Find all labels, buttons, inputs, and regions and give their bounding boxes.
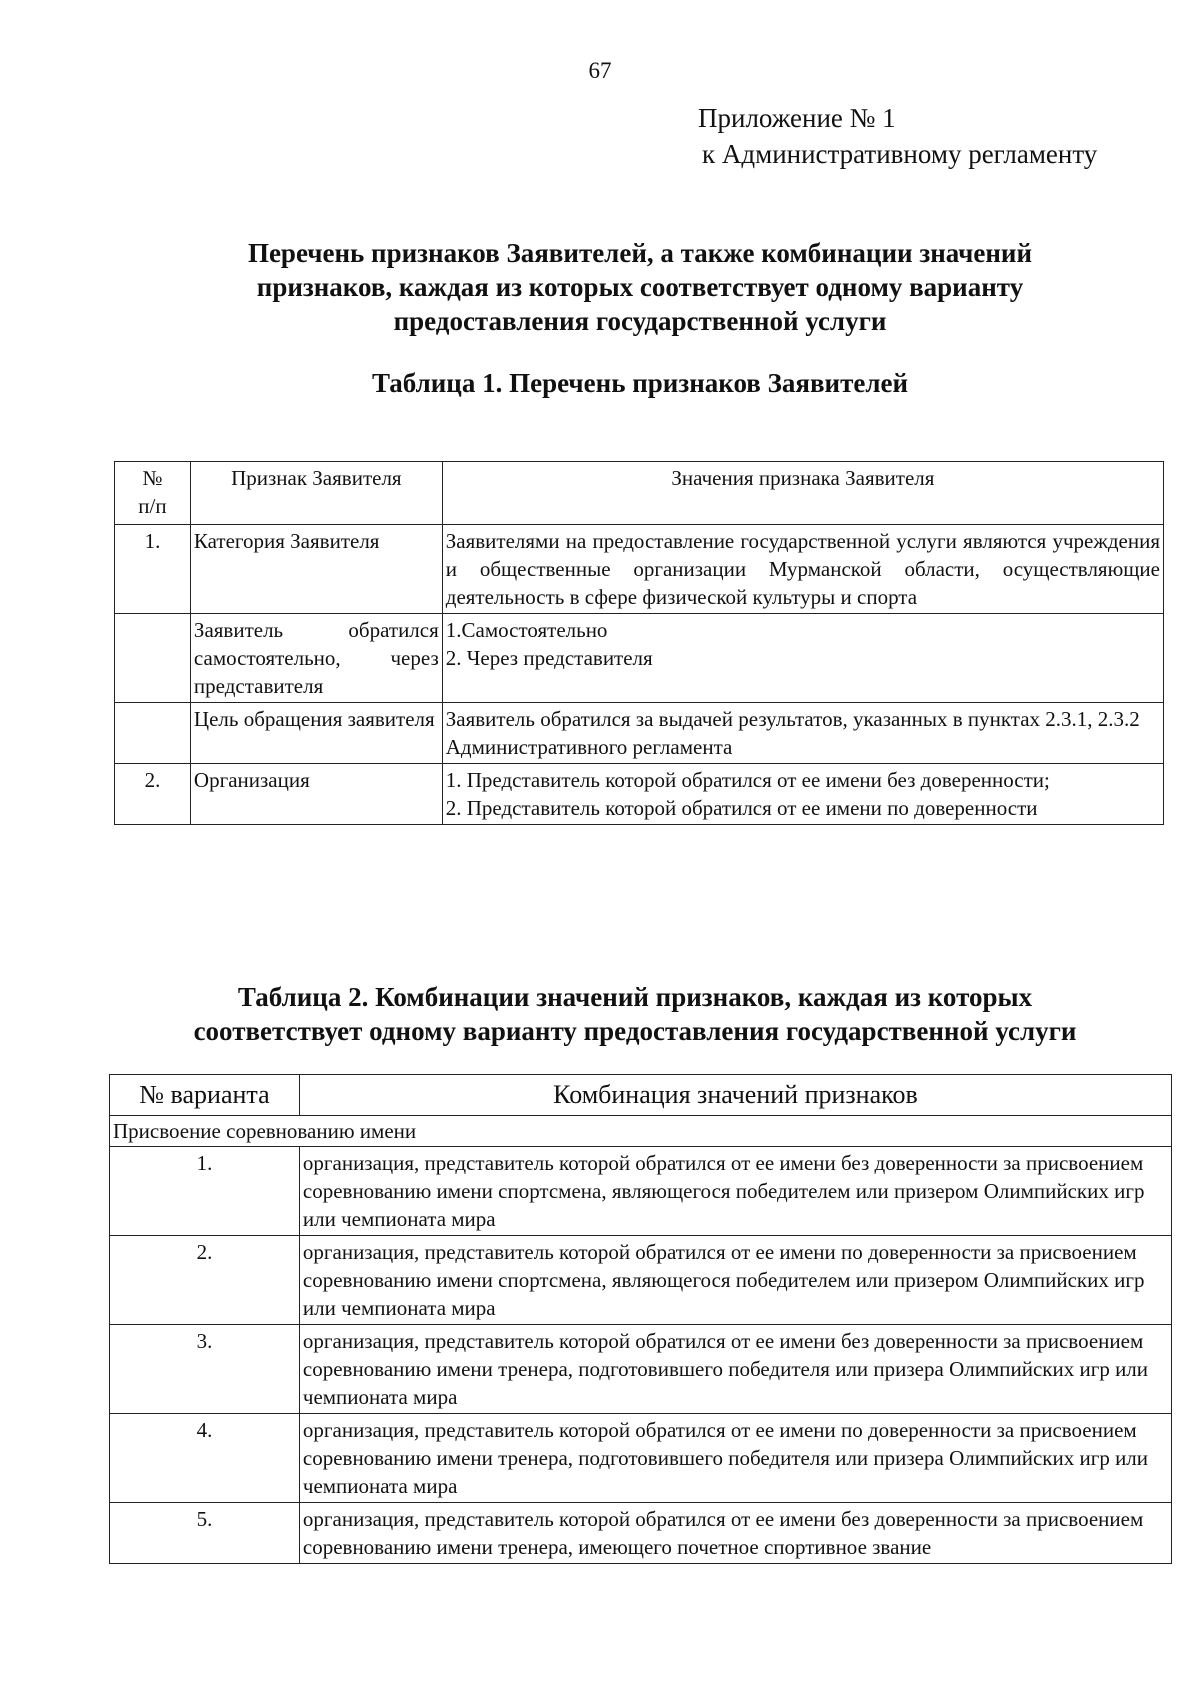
variant-num: 5. xyxy=(110,1503,300,1564)
header-num-line: № xyxy=(142,466,163,490)
table-row xyxy=(110,1147,1172,1236)
variant-text: организация, представитель которой обратился от ее имени без доверенности за присвоением соревнованию имени тренера, подготовившего победителя или призера Олимпийских игр или чемпионата мира xyxy=(299,1325,1171,1414)
row-num xyxy=(115,703,191,764)
table-row xyxy=(115,614,1164,703)
row-values xyxy=(442,614,1163,703)
annex-line-2: к Административному регламенту xyxy=(702,139,1098,169)
table-header-row xyxy=(115,462,1164,525)
variant-num: 2. xyxy=(110,1236,300,1325)
header-num-line: п/п xyxy=(138,494,167,518)
row-attribute: Цель обращения заявителя xyxy=(190,703,442,764)
header-combination: Комбинация значений признаков xyxy=(299,1075,1171,1116)
variant-num: 4. xyxy=(110,1414,300,1503)
row-num: 2. xyxy=(115,764,191,825)
applicant-attributes-table xyxy=(114,461,1164,825)
table2-title-line: Таблица 2. Комбинации значений признаков, каждая из которых xyxy=(237,982,1033,1012)
table1-title: Таблица 1. Перечень признаков Заявителей xyxy=(371,368,909,398)
table-row xyxy=(115,764,1164,825)
document-title xyxy=(150,236,1130,338)
table-row xyxy=(110,1503,1172,1564)
row-values xyxy=(442,703,1163,764)
header-num xyxy=(115,462,191,525)
row-value-line: 2. Через представителя xyxy=(445,646,653,670)
section-label: Присвоение соревнованию имени xyxy=(110,1116,1172,1147)
attribute-combinations-table xyxy=(109,1074,1172,1564)
header-values: Значения признака Заявителя xyxy=(442,462,1163,525)
row-attribute: Категория Заявителя xyxy=(190,525,442,614)
row-value-line: Заявителями на предоставление государственной услуги являются учреждения и общественные организации Мурманской области, осуществляющие деятельность в сфере физической культуры и спорта xyxy=(445,529,1160,609)
variant-text: организация, представитель которой обратился от ее имени по доверенности за присвоением соревнованию имени спортсмена, являющегося победителем или призером Олимпийских игр или чемпионата мира xyxy=(299,1236,1171,1325)
variant-num: 1. xyxy=(110,1147,300,1236)
page-number: 67 xyxy=(588,58,612,83)
row-attribute: Организация xyxy=(190,764,442,825)
document-title-line: признаков, каждая из которых соответствует одному варианту xyxy=(256,272,1024,302)
row-value-line: 1. Представитель которой обратился от ее имени без доверенности; xyxy=(445,768,1050,792)
annex-heading xyxy=(698,100,1097,172)
header-variant: № варианта xyxy=(110,1075,300,1116)
table-row xyxy=(110,1414,1172,1503)
variant-num: 3. xyxy=(110,1325,300,1414)
row-value-line: 2. Представитель которой обратился от ее имени по доверенности xyxy=(445,796,1038,820)
variant-text: организация, представитель которой обратился от ее имени без доверенности за присвоением соревнованию имени спортсмена, являющегося победителем или призером Олимпийских игр или чемпионата мира xyxy=(299,1147,1171,1236)
row-attribute: Заявитель обратился самостоятельно, через представителя xyxy=(190,614,442,703)
table2-title-line: соответствует одному варианту предоставления государственной услуги xyxy=(193,1016,1077,1046)
row-value-line: 1.Самостоятельно xyxy=(445,618,608,642)
row-values xyxy=(442,764,1163,825)
table-row xyxy=(115,703,1164,764)
table-row xyxy=(115,525,1164,614)
table2-title xyxy=(130,980,1140,1048)
row-value-line: Заявитель обратился за выдачей результатов, указанных в пунктах 2.3.1, 2.3.2 Административного регламента xyxy=(445,707,1140,759)
table-row xyxy=(110,1325,1172,1414)
variant-text: организация, представитель которой обратился от ее имени без доверенности за присвоением соревнованию имени тренера, имеющего почетное спортивное звание xyxy=(299,1503,1171,1564)
annex-line-1: Приложение № 1 xyxy=(698,103,896,133)
row-num xyxy=(115,614,191,703)
header-attribute: Признак Заявителя xyxy=(190,462,442,525)
document-title-line: предоставления государственной услуги xyxy=(393,306,887,336)
document-title-line: Перечень признаков Заявителей, а также комбинации значений xyxy=(247,238,1033,268)
row-values xyxy=(442,525,1163,614)
variant-text: организация, представитель которой обратился от ее имени по доверенности за присвоением соревнованию имени тренера, подготовившего победителя или призера Олимпийских игр или чемпионата мира xyxy=(299,1414,1171,1503)
table-header-row xyxy=(110,1075,1172,1116)
table-row xyxy=(110,1236,1172,1325)
section-row xyxy=(110,1116,1172,1147)
row-num: 1. xyxy=(115,525,191,614)
